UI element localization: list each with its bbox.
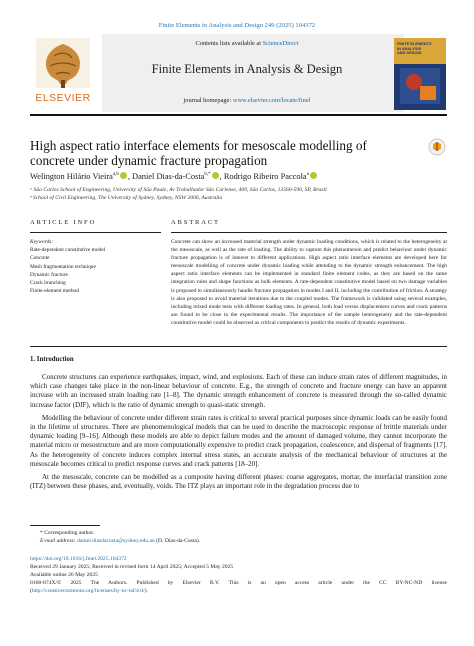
- email-note: E-mail address: daniel.diasdacosta@sydney.edu.au (D. Dias-da-Costa).: [40, 538, 201, 544]
- affiliation: ᵃ São Carlos School of Engineering, University of São Paulo, Av Trabalhador São Carlense, 400, São Carlos, 13560-590, SP, Brazil: [30, 187, 327, 193]
- abstract-text: Concrete can show an increased material strength under dynamic loading conditions, which is related to the heterogeneity at the mesoscale, as well as the rate of loading. The ability to capture this phenomenon and predict behaviour under dynamic fracture propagation is of interest to different applications. High aspect ratio interface elements are developed here for mesoscale modelling of concrete under dynamic loading while attending to the dynamic strength enhancement. The high aspect ratio interface elements can be implemented in standard finite element codes, as they are based on the same integration rules and shape functions as bulk elements. A rate-dependent constitutive model based on two damage variables is proposed to simultaneously handle fracture propagation in modes I and II, including the contribution of friction. A strategy is also proposed to avoid material iterations due to the coupled modes. The framework is validated using several examples, including mixed mode tests with different loading rates. In general, both load versus displacement curves and crack patterns are found to be close to the experimental results. The importance of the sample heterogeneity and the rate-dependent constitutive model could be observed as critical components to predict the results of dynamic experiments.: [171, 239, 447, 326]
- keyword-item: Rate-dependent constitutive model: [30, 247, 106, 254]
- elsevier-tree-logo[interactable]: [30, 34, 96, 110]
- publisher-wordmark: ELSEVIER: [35, 92, 91, 104]
- cover-title-line: FINITE ELEMENTS: [397, 41, 432, 46]
- author-name[interactable]: Welington Hilário Vieira: [30, 172, 113, 181]
- article-info-heading: ARTICLE INFO: [30, 219, 97, 226]
- article-title: [30, 138, 450, 169]
- section-heading: 1. Introduction: [30, 356, 74, 363]
- masthead-rule: [30, 114, 447, 116]
- journal-title-box: [102, 34, 404, 112]
- doi-link[interactable]: https://doi.org/10.1016/j.finel.2025.104372: [30, 556, 127, 562]
- journal-masthead: [30, 34, 447, 112]
- keyword-item: Concrete: [30, 255, 50, 262]
- keyword-item: Crack branching: [30, 280, 66, 287]
- footnote-rule: [30, 525, 100, 526]
- received-dates: Received 29 January 2025; Received in revised form 14 April 2025; Accepted 5 May 2025: [30, 564, 234, 571]
- introduction-body: [30, 373, 447, 495]
- sciencedirect-link[interactable]: ScienceDirect: [262, 40, 299, 47]
- license-link[interactable]: http://creativecommons.org/licenses/by-nc-nd/4.0/: [31, 588, 145, 595]
- journal-name: Finite Elements in Analysis & Design: [151, 62, 343, 76]
- keyword-item: Finite-element method: [30, 288, 79, 295]
- article-meta: [30, 555, 447, 595]
- license-link-line: (http://creativecommons.org/licenses/by-nc-nd/4.0/).: [30, 588, 148, 595]
- available-online: Available online 26 May 2025: [30, 572, 98, 579]
- title-line: concrete under dynamic fracture propagation: [30, 153, 268, 169]
- author-name[interactable]: Rodrigo Ribeiro Paccola: [223, 172, 307, 181]
- article-info-rule: [30, 232, 161, 233]
- keyword-item: Mesh fragmentation technique: [30, 263, 96, 270]
- crossmark-icon[interactable]: [428, 138, 446, 158]
- journal-cover-thumbnail[interactable]: [394, 38, 446, 110]
- cover-figure: [400, 68, 440, 104]
- footnotes: [30, 529, 447, 545]
- cover-title-line: AND DESIGN: [397, 50, 422, 56]
- paragraph: Concrete structures can experience earthquakes, impact, wind, and explosions. Each of these can induce strain rates of different magnitudes, in which case changes take place in the non-linear behaviour of concrete. E.g., the strength of concrete and fracture energy can have an apparent increase with an increased strain loading rate [1–8]. The dynamic strength enhancement of concrete is measured through the so-called dynamic increase factor (DIF), which is the ratio of dynamic strength to quasi-static strength.: [30, 373, 447, 409]
- author-affiliation-marker: b,*: [204, 172, 211, 178]
- orcid-icon[interactable]: [120, 172, 127, 179]
- orcid-icon[interactable]: [310, 172, 317, 179]
- paragraph: At the mesoscale, concrete can be modelled as a composite having different phases: coarse aggregates, mortar, the interfacial transition zone (ITZ) between these phases, and, eventually, voids. The ITZ plays an important role in the degradation process due to: [30, 473, 447, 491]
- journal-homepage: journal homepage: www.elsevier.com/locate/finel: [183, 97, 311, 104]
- title-line: High aspect ratio interface elements for mesoscale modelling of: [30, 138, 367, 153]
- homepage-link[interactable]: www.elsevier.com/locate/finel: [232, 97, 311, 104]
- contents-line: Contents lists available at ScienceDirect: [195, 40, 299, 47]
- abstract-bottom-rule: [30, 346, 447, 347]
- paragraph: Modelling the behaviour of concrete under different strain rates is critical to several practical purposes since dynamic loads can be easily found in the lifetime of structures. There are phenomenological models that can be used to describe the macroscopic response of brittle materials under dynamic loading [9–16]. Although these models are able to depict failure modes and the amount of damaged volume, they cannot incorporate the material micro or mesostructure and are more computationally expensive to predict crack propagation, coalescence, and dispersal of fragments [17]. As the heterogeneity of concrete induces complex internal stress states, an accurate analysis of the mechanical behaviour of structures at the mesoscale becomes critical to predict response curves and crack patterns [18–20].: [30, 413, 447, 468]
- orcid-icon[interactable]: [212, 172, 219, 179]
- keywords-block: [30, 238, 161, 295]
- author-list: Welington Hilário Vieira$^{a,b}$ , Daniel Dias-da-Costa$^{b,*}$ , Rodrigo Ribeiro Paccola$^a$: [30, 172, 450, 181]
- cover-title-line: IN ANALYSIS: [397, 45, 422, 51]
- license-line: 0168-874X/© 2025 The Authors. Published by Elsevier B.V. This is an open access article under the CC BY-NC-ND license: [30, 580, 447, 587]
- running-head[interactable]: Finite Elements in Analysis and Design 249 (2025) 104372: [158, 22, 316, 29]
- affiliation: ᵇ School of Civil Engineering, The University of Sydney, Sydney, NSW 2006, Australia: [30, 195, 223, 201]
- email-link[interactable]: daniel.diasdacosta@sydney.edu.au: [77, 538, 155, 544]
- author-name[interactable]: Daniel Dias-da-Costa: [132, 172, 205, 181]
- author-affiliation-marker: a,b: [112, 172, 119, 178]
- keyword-item: Dynamic fracture: [30, 271, 68, 278]
- abstract-heading: ABSTRACT: [171, 219, 220, 226]
- corresponding-author-note: * Corresponding author.: [40, 530, 95, 536]
- author-affiliation-marker: a: [306, 172, 309, 178]
- keywords-label: Keywords:: [30, 239, 54, 245]
- abstract-rule: [171, 232, 447, 233]
